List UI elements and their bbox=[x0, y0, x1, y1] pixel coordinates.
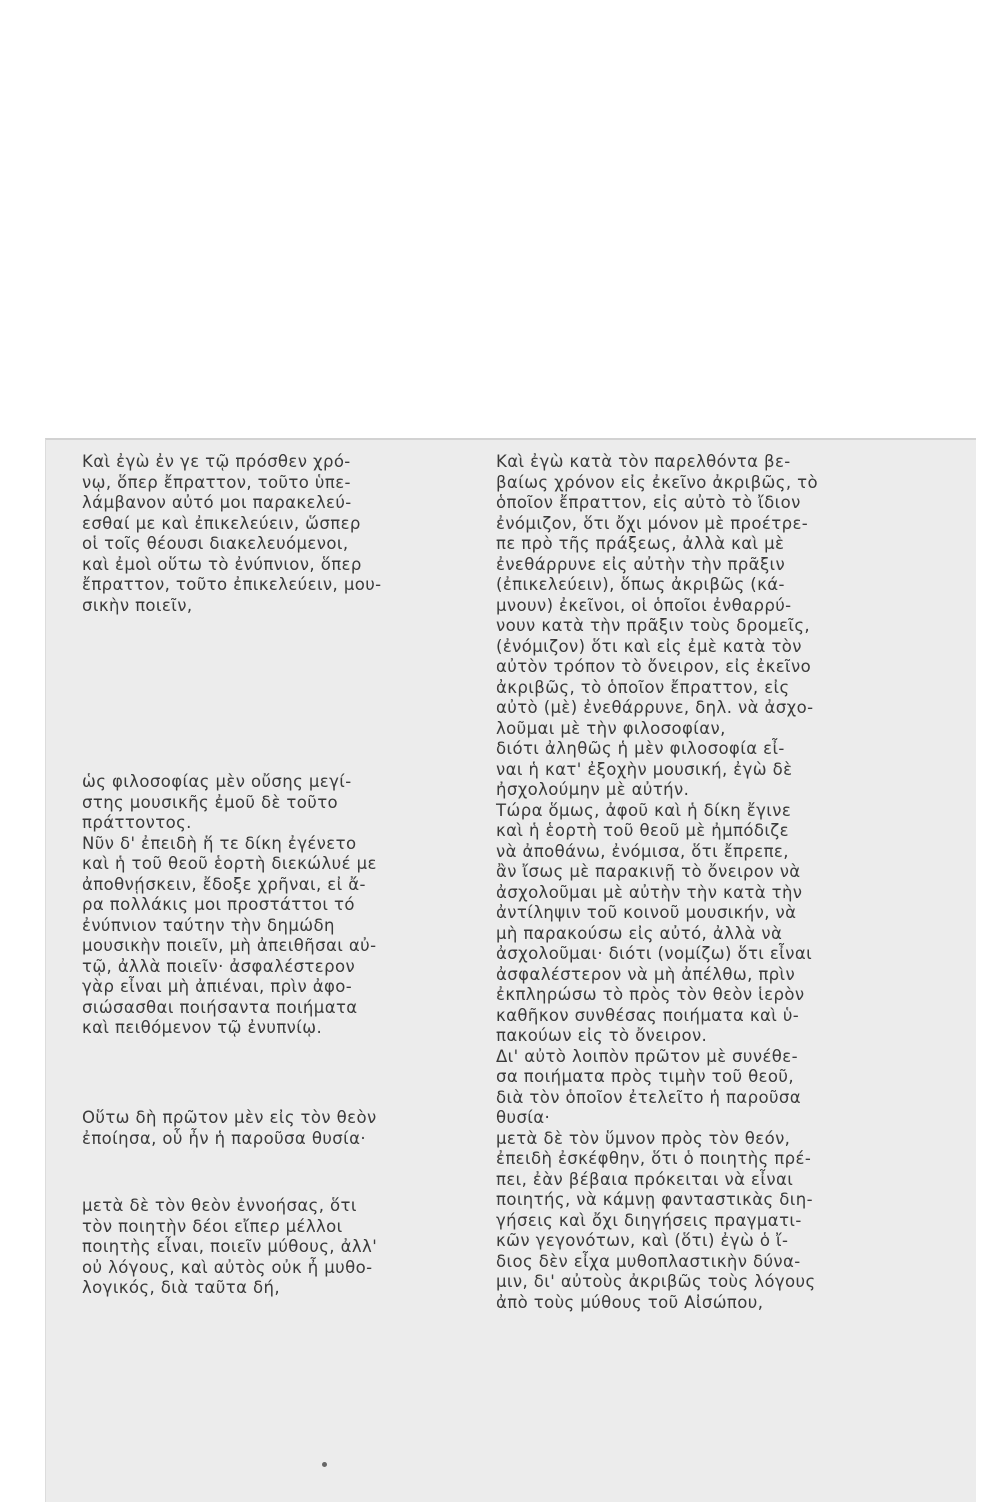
greek-text-p4: μετὰ δὲ τὸν θεὸν ἐννοήσας, ὅτι τὸν ποιητὴν δέοι εἴπερ μέλλοι ποιητὴς εἶναι, ποιεῖν μύθους, ἀλλ' οὐ λόγους, καὶ αὐτὸς οὐκ ἦ μυθο- λογικός, διὰ ταῦτα δή, bbox=[82, 1196, 378, 1297]
greek-text-p1: Καὶ ἐγὼ ἐν γε τῷ πρόσθεν χρό- νῳ, ὅπερ ἔπραττον, τοῦτο ὑπε- λάμβανον αὐτό μοι παρακελεύ- εσθαί με καὶ ἐπικελεύειν, ὥσπερ οἱ τοῖς θέουσι διακελευόμενοι, καὶ ἐμοὶ οὕτω τὸ ἐνύπνιον, ὅπερ ἔπραττον, τοῦτο ἐπικελεύειν, μου- σικὴν ποιεῖν, bbox=[82, 452, 382, 615]
left-paragraph-3 bbox=[82, 1108, 477, 1149]
blank-top-area bbox=[0, 0, 984, 440]
ink-speck bbox=[322, 1462, 327, 1467]
right-translation-column bbox=[496, 452, 909, 1313]
greek-text-p3: Οὕτω δὴ πρῶτον μὲν εἰς τὸν θεὸν ἐποίησα, οὗ ἦν ἡ παροῦσα θυσία· bbox=[82, 1108, 377, 1148]
left-paragraph-1 bbox=[82, 452, 477, 616]
left-paragraph-4 bbox=[82, 1196, 477, 1299]
left-paragraph-2 bbox=[82, 772, 477, 1039]
greek-text-p2: ὡς φιλοσοφίας μὲν οὔσης μεγί- στης μουσικῆς ἐμοῦ δὲ τοῦτο πράττοντος. Νῦν δ' ἐπειδὴ ἥ τε δίκη ἐγένετο καὶ ἡ τοῦ θεοῦ ἑορτὴ διεκώλυέ με ἀποθνῄσκειν, ἔδοξε χρῆναι, εἰ ἄ- ρα πολλάκις μοι προστάττοι τό ἐνύπνιον ταύτην τὴν δημώδη μουσικὴν ποιεῖν, μὴ ἀπειθῆσαι αὐ- τῷ, ἀλλὰ ποιεῖν· ἀσφαλέστερον γὰρ εἶναι μὴ ἀπιέναι, πρὶν ἀφο- σιώσασθαι ποιήσαντα ποιήματα καὶ πειθόμενον τῷ ἐνυπνίῳ. bbox=[82, 772, 377, 1037]
modern-greek-translation: Καὶ ἐγὼ κατὰ τὸν παρελθόντα βε- βαίως χρόνον εἰς ἐκεῖνο ἀκριβῶς, τὸ ὁποῖον ἔπραττον, εἰς αὐτὸ τὸ ἴδιον ἐνόμιζον, ὅτι ὄχι μόνον μὲ προέτρε- πε πρὸ τῆς πράξεως, ἀλλὰ καὶ μὲ ἐνεθάρρυνε εἰς αὐτὴν τὴν πρᾶξιν (ἐπικελεύειν), ὅπως ἀκριβῶς (κά- μνουν) ἐκεῖνοι, οἱ ὁποῖοι ἐνθαρρύ- νουν κατὰ τὴν πρᾶξιν τοὺς δρομεῖς, (ἐνόμιζον) ὅτι καὶ εἰς ἐμὲ κατὰ τὸν αὐτὸν τρόπον τὸ ὄνειρον, εἰς ἐκεῖνο ἀκριβῶς, τὸ ὁποῖον ἔπραττον, εἰς αὐτὸ (μὲ) ἐνεθάρρυνε, δηλ. νὰ ἀσχο- λοῦμαι μὲ τὴν φιλοσοφίαν, διότι ἀληθῶς ἡ μὲν φιλοσοφία εἶ- ναι ἡ κατ' ἐξοχὴν μουσική, ἐγὼ δὲ ἠσχολούμην μὲ αὐτήν. Τώρα ὅμως, ἀφοῦ καὶ ἡ δίκη ἔγινε καὶ ἡ ἑορτὴ τοῦ θεοῦ μὲ ἠμπόδιζε νὰ ἀποθάνω, ἐνόμισα, ὅτι ἔπρεπε, ἂν ἴσως μὲ παρακινῇ τὸ ὄνειρον νὰ ἀσχολοῦμαι μὲ αὐτὴν τὴν κατὰ τὴν ἀντίληψιν τοῦ κοινοῦ μουσικήν, νὰ μὴ παρακούσω εἰς αὐτό, ἀλλὰ νὰ ἀσχολοῦμαι· διότι (νομίζω) ὅτι εἶναι ἀσφαλέστερον νὰ μὴ ἀπέλθω, πρὶν ἐκπληρώσω τὸ πρὸς τὸν θεὸν ἱερὸν καθῆκον συνθέσας ποιήματα καὶ ὑ- πακούων εἰς τὸ ὄνειρον. Δι' αὐτὸ λοιπὸν πρῶτον μὲ συνέθε- σα ποιήματα πρὸς τιμὴν τοῦ θεοῦ, διὰ τὸν ὁποῖον ἐτελεῖτο ἡ παροῦσα θυσία· μετὰ δὲ τὸν ὕμνον πρὸς τὸν θεόν, ἐπειδὴ ἐσκέφθην, ὅτι ὁ ποιητὴς πρέ- πει, ἐὰν βέβαια πρόκειται νὰ εἶναι ποιητής, νὰ κάμνῃ φανταστικὰς διη- γήσεις καὶ ὄχι διηγήσεις πραγματι- κῶν γεγονότων, καὶ (ὅτι) ἐγὼ ὁ ἴ- διος δὲν εἶχα μυθοπλαστικὴν δύνα- μιν, δι' αὐτοὺς ἀκριβῶς τοὺς λόγους ἀπὸ τοὺς μύθους τοῦ Αἰσώπου, bbox=[496, 452, 818, 1312]
